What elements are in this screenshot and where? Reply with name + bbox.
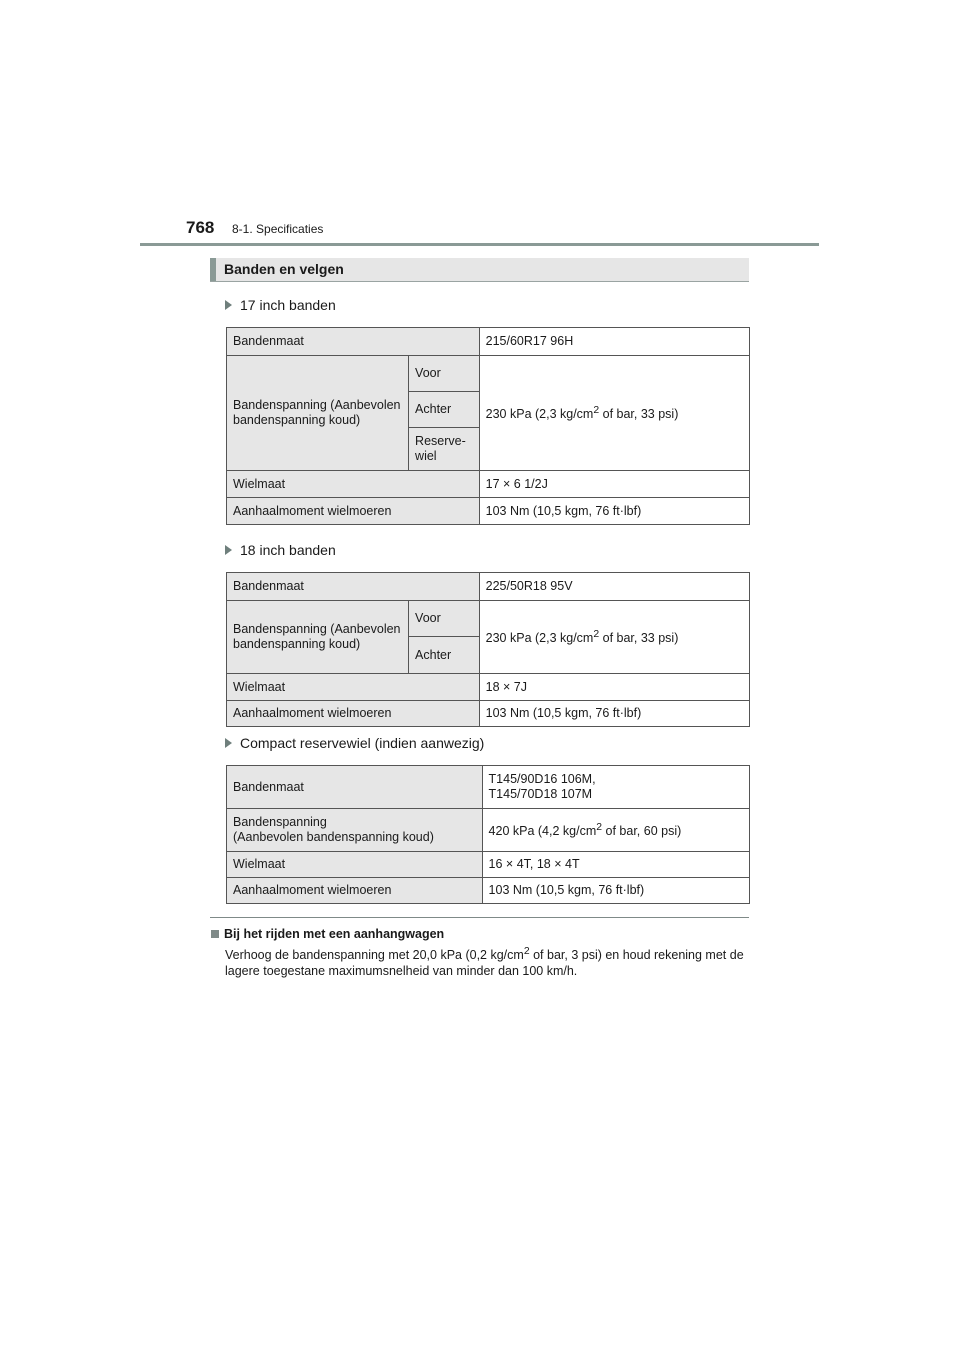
table-value: 103 Nm (10,5 kgm, 76 ft·lbf): [479, 701, 749, 727]
table-label: Wielmaat: [227, 852, 483, 878]
subheading-17-inch: 17 inch banden: [225, 297, 336, 313]
spec-table-17-inch: [226, 327, 750, 525]
table-label: Wielmaat: [227, 674, 480, 701]
page-number: 768: [186, 218, 215, 237]
table-label: Aanhaalmoment wielmoeren: [227, 878, 483, 904]
section-title: Banden en velgen: [224, 261, 344, 277]
table-sublabel: Voor: [409, 601, 480, 637]
table-label: Bandenspanning (Aanbevolen bandenspanning koud): [227, 356, 409, 471]
subheading-compact-spare: Compact reservewiel (indien aanwezig): [225, 735, 484, 751]
section-breadcrumb: 8-1. Specificaties: [232, 222, 324, 236]
table-label: Bandenmaat: [227, 573, 480, 601]
table-value: 103 Nm (10,5 kgm, 76 ft·lbf): [479, 498, 749, 525]
table-label: Bandenspanning (Aanbevolen bandenspanning koud): [227, 809, 483, 852]
table-value: 230 kPa (2,3 $kg/cm^2$ of bar, 33 psi): [479, 601, 749, 674]
table-label: Bandenspanning (Aanbevolen bandenspanning koud): [227, 601, 409, 674]
table-row: [227, 601, 750, 637]
table-row: [227, 878, 750, 904]
note-body: Verhoog de bandenspanning met 20,0 kPa (0,2 $kg/cm^2$ of bar, 3 psi) en houd rekening met de lagere toegestane maximumsnelheid van minder dan 100 km/h.: [225, 946, 744, 979]
table-value: T145/90D16 106M, T145/70D18 107M: [482, 766, 749, 809]
table-row: [227, 766, 750, 809]
table-row: [227, 471, 750, 498]
table-label: Aanhaalmoment wielmoeren: [227, 498, 480, 525]
table-sublabel: Reserve- wiel: [409, 428, 480, 471]
table-row: [227, 809, 750, 852]
table-label: Bandenmaat: [227, 328, 480, 356]
table-row: [227, 356, 750, 392]
triangle-bullet-icon: [225, 738, 232, 748]
table-label: Aanhaalmoment wielmoeren: [227, 701, 480, 727]
table-value: 420 kPa (4,2 $kg/cm^2$ of bar, 60 psi): [482, 809, 749, 852]
header-rule: [140, 243, 819, 246]
note-title: Bij het rijden met een aanhangwagen: [211, 927, 444, 941]
table-label: Bandenmaat: [227, 766, 483, 809]
table-value: 17 × 6 1/2J: [479, 471, 749, 498]
table-row: [227, 573, 750, 601]
subheading-18-inch: 18 inch banden: [225, 542, 336, 558]
table-row: [227, 498, 750, 525]
table-row: [227, 674, 750, 701]
square-bullet-icon: [211, 930, 219, 938]
table-sublabel: Achter: [409, 392, 480, 428]
triangle-bullet-icon: [225, 545, 232, 555]
table-sublabel: Achter: [409, 637, 480, 674]
triangle-bullet-icon: [225, 300, 232, 310]
table-row: [227, 328, 750, 356]
spec-table-18-inch: [226, 572, 750, 727]
table-value: 103 Nm (10,5 kgm, 76 ft·lbf): [482, 878, 749, 904]
heading-accent-bar: [210, 258, 216, 281]
table-label: Wielmaat: [227, 471, 480, 498]
spec-table-compact-spare: [226, 765, 750, 904]
table-value: 225/50R18 95V: [479, 573, 749, 601]
section-heading: [210, 258, 749, 282]
table-value: 230 kPa (2,3 $kg/cm^2$ of bar, 33 psi): [479, 356, 749, 471]
table-row: [227, 701, 750, 727]
table-row: [227, 852, 750, 878]
section-divider: [210, 917, 749, 918]
table-value: 18 × 7J: [479, 674, 749, 701]
table-value: 215/60R17 96H: [479, 328, 749, 356]
table-value: 16 × 4T, 18 × 4T: [482, 852, 749, 878]
table-sublabel: Voor: [409, 356, 480, 392]
